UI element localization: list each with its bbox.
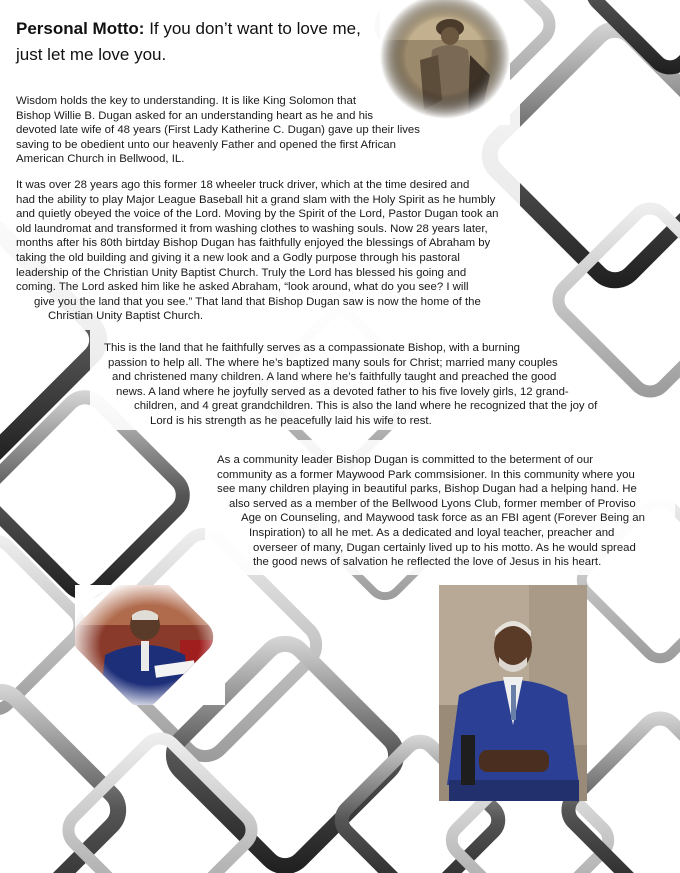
motto-label: Personal Motto: [16, 19, 145, 38]
paragraph-community [217, 453, 645, 570]
paragraph-wisdom [16, 94, 420, 167]
text-line: passion to help all. The where he’s baptized many souls for Christ; married many couples [108, 356, 558, 369]
text-line: This is the land that he faithfully serves as a compassionate Bishop, with a burning [104, 342, 520, 354]
text-line: As a community leader Bishop Dugan is committed to the beterment of our [217, 454, 594, 466]
text-line: months after his 80th birtday Bishop Dugan has faithfully enjoyed the blessings of Abraham by [16, 237, 491, 250]
text-line: and quietly obeyed the voice of the Lord. Moving by the Spirit of the Lord, Pastor Dugan took an [16, 208, 499, 221]
personal-motto-heading [16, 16, 376, 68]
preaching-photo [75, 585, 225, 705]
paragraph-land [104, 341, 597, 429]
text-line: American Church in Bellwood, IL. [16, 153, 185, 166]
text-line: leadership of the Christian Unity Baptist Church. Truly the Lord has blessed his going and [16, 266, 467, 279]
text-line: It was over 28 years ago this former 18 wheeler truck driver, which at the time desired and [16, 179, 470, 191]
text-line: saving to be obedient unto our heavenly Father and opened the first African [16, 138, 396, 151]
text-line: Wisdom holds the key to understanding. It is like King Solomon that [16, 95, 357, 107]
text-line: old laundromat and transformed it from washing clothes to washing souls. Now 28 years later, [16, 222, 488, 235]
text-line: Age on Counseling, and Maywood task force as an FBI agent (Forever Being an [241, 512, 645, 525]
text-line: see many children playing in beautiful parks, Bishop Dugan had a helping hand. He [217, 483, 637, 496]
motto-text: If you don’t want to love me, [149, 19, 361, 38]
text-line: Lord is his strength as he peacefully laid his wife to rest. [150, 414, 432, 427]
text-line: Bishop Willie B. Dugan asked for an understanding heart as he and his [16, 109, 374, 122]
text-line: coming. The Lord asked him like he asked Abraham, “look around, what do you see? I will [16, 281, 469, 294]
text-line: community as a former Maywood Park commsisioner. In this community where you [217, 468, 635, 481]
motto-text-line2: just let me love you. [16, 45, 167, 64]
text-line: the good news of salvation he reflected the love of Jesus in his heart. [253, 556, 602, 569]
text-line: give you the land that you see.” That land that Bishop Dugan saw is now the home of the [34, 295, 481, 308]
text-line: and christened many children. A land where he’s faithfully taught and preached the good [112, 371, 557, 384]
text-line: Christian Unity Baptist Church. [48, 310, 204, 323]
text-line: news. A land where he joyfully served as a devoted father to his five lovely girls, 12 grand- [116, 385, 569, 398]
paragraph-history [16, 178, 499, 324]
text-line: taking the old building and giving it a new look and a Godly purpose through his pastoral [16, 251, 460, 264]
text-line: also served as a member of the Bellwood Lyons Club, former member of Proviso [229, 497, 636, 510]
text-line: children, and 4 great grandchildren. This is also the land where he recognized that the joy of [134, 400, 598, 413]
text-line: devoted late wife of 48 years (First Lady Katherine C. Dugan) gave up their lives [16, 124, 420, 137]
text-line: Inspiration) to all he met. As a dedicated and loyal teacher, preacher and [249, 526, 615, 539]
seated-portrait-photo [439, 585, 587, 801]
text-line: overseer of many, Dugan certainly lived up to his motto. As he would spread [253, 541, 636, 554]
text-line: had the ability to play Major League Baseball hit a grand slam with the Holy Spirit as he humbly [16, 193, 496, 206]
